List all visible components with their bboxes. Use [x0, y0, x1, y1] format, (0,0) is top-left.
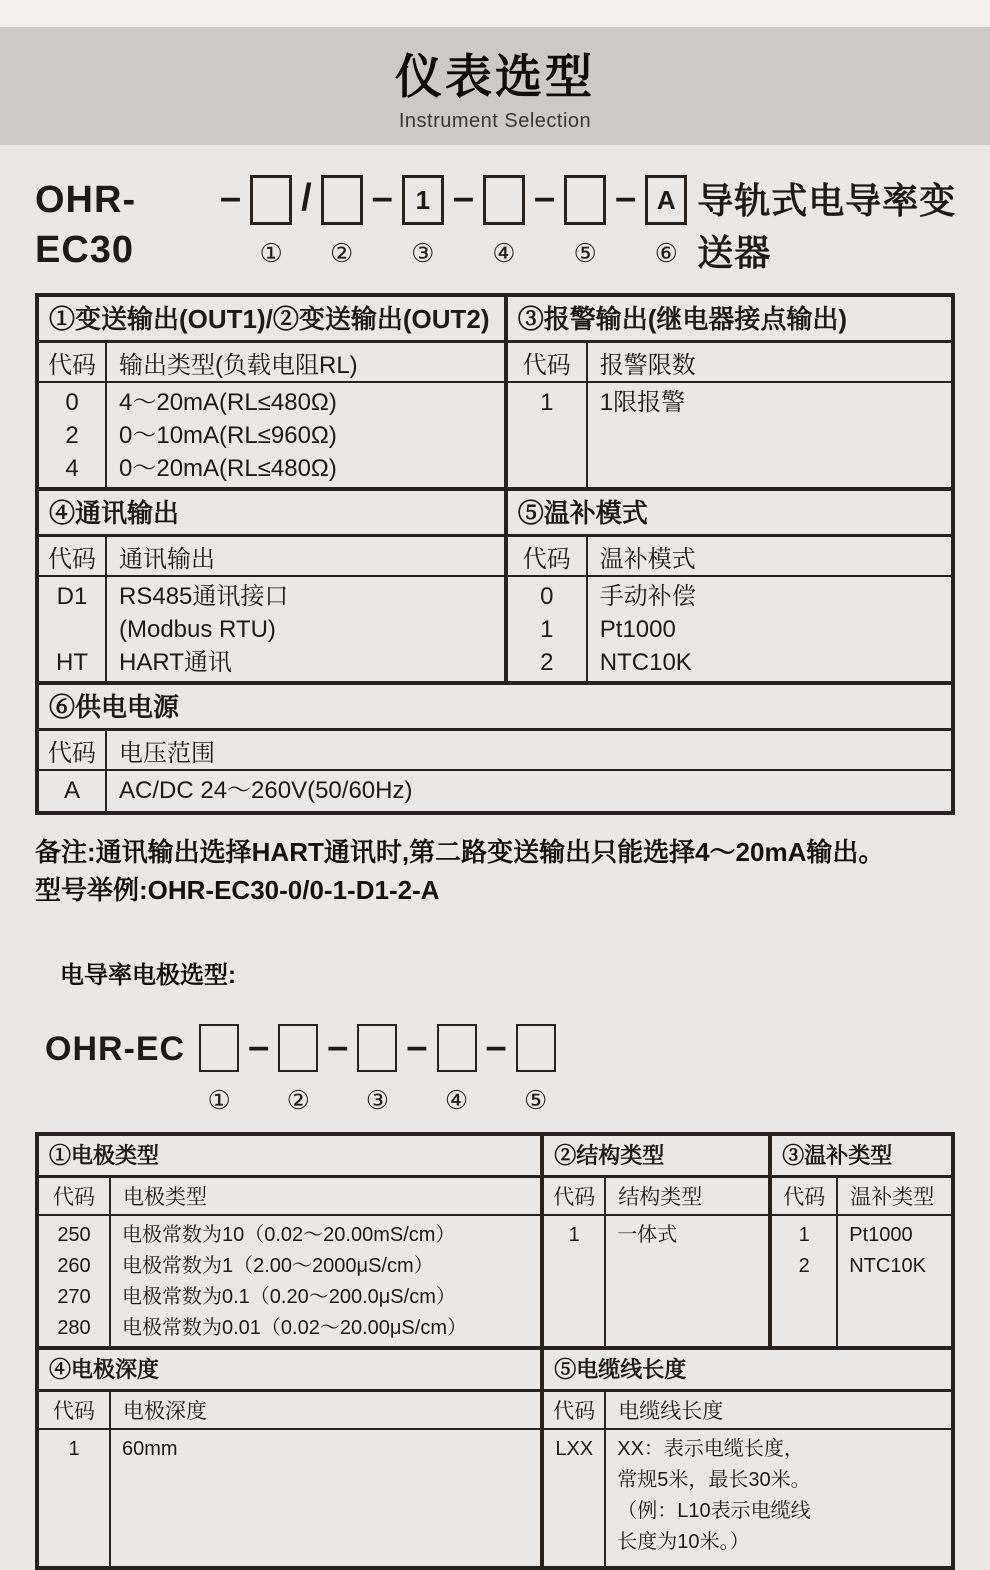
table-cable-length	[544, 1350, 951, 1566]
table-tempcomp-mode	[508, 491, 951, 681]
model1-slot-3	[402, 175, 444, 269]
col-headers-cable	[544, 1392, 951, 1430]
col-header-desc: 温补类型	[850, 1186, 935, 1209]
model1-slot-5	[564, 175, 606, 269]
electrode-selection-table	[35, 1132, 955, 1570]
electrode-section-heading: 电导率电极选型:	[60, 962, 236, 989]
desc-column	[606, 1430, 951, 1566]
table-out1-out2	[39, 297, 508, 487]
col-header-desc: 电缆线长度	[618, 1400, 724, 1423]
row-code: HT	[56, 649, 88, 676]
row-code: 260	[57, 1255, 91, 1277]
col-headers-alarm	[508, 343, 951, 383]
model2-sep-2: –	[327, 1026, 349, 1068]
row-desc: 4～20mA(RL≤480Ω)	[119, 389, 337, 416]
row-code: 2	[798, 1255, 810, 1277]
desc-column	[588, 577, 951, 681]
col-header-desc: 输出类型(负载电阻RL)	[119, 351, 358, 379]
code-column	[39, 1430, 111, 1566]
row-desc: HART通讯	[119, 649, 232, 676]
model2-slot-5	[516, 1024, 556, 1116]
table-body-structure	[544, 1216, 768, 1346]
row-code: 2	[65, 422, 79, 449]
model2-box-1	[199, 1024, 239, 1072]
row-code: A	[63, 777, 80, 804]
desc-column	[107, 383, 504, 487]
code-column	[544, 1216, 606, 1346]
row-desc: 1限报警	[599, 389, 686, 416]
page-subtitle: Instrument Selection	[398, 109, 592, 132]
note-example: 型号举例:OHR-EC30-0/0-1-D1-2-A	[35, 875, 440, 905]
instrument-selection-table	[35, 293, 955, 815]
model1-slot-4	[483, 175, 525, 269]
section-title-type: ①电极类型	[39, 1136, 540, 1178]
table-power	[39, 685, 951, 811]
position-label-2: ②	[330, 238, 354, 268]
model-code-line-1	[35, 175, 990, 279]
row-desc: NTC10K	[599, 649, 692, 676]
table-body-comm	[39, 577, 504, 681]
code-column	[39, 1216, 111, 1346]
col-headers-depth	[39, 1392, 540, 1430]
row-code: 1	[798, 1224, 810, 1246]
table-body-type	[39, 1216, 540, 1346]
model1-box-5	[564, 175, 606, 225]
row-desc: 电极常数为0.1（0.20～200.0μS/cm）	[122, 1286, 456, 1308]
row-desc: Pt1000	[849, 1224, 913, 1246]
position-label-1: ①	[259, 238, 283, 268]
table-comm	[39, 491, 508, 681]
code-column	[39, 383, 107, 487]
table-electrode-depth	[39, 1350, 544, 1566]
section-title-comm: ④通讯输出	[39, 491, 504, 537]
position-label-5: ⑤	[573, 238, 597, 268]
col-header-code: 代码	[544, 1178, 606, 1214]
code-column	[772, 1216, 838, 1346]
col-headers-tempcomp	[772, 1178, 951, 1216]
table-row-comm-temp	[39, 487, 951, 681]
row-code: 1	[540, 616, 554, 643]
model1-slot-6	[645, 175, 687, 269]
table-body-depth	[39, 1430, 540, 1566]
row-code: 1	[540, 389, 554, 416]
model1-box-1	[250, 175, 292, 225]
col-headers-structure	[544, 1178, 768, 1216]
row-desc: 长度为10米。）	[617, 1531, 750, 1553]
position-label-6: ⑥	[654, 238, 678, 268]
code-column	[39, 577, 107, 681]
col-headers-out	[39, 343, 504, 383]
model1-description: 导轨式电导率变送器	[697, 180, 957, 273]
desc-column	[107, 577, 504, 681]
col-header-code: 代码	[508, 537, 588, 575]
code-column	[508, 383, 588, 487]
model2-slot-2	[278, 1024, 318, 1116]
row-desc: 60mm	[122, 1438, 178, 1460]
section-title-cable: ⑤电缆线长度	[544, 1350, 951, 1392]
desc-column	[107, 771, 951, 811]
model2-sep-1: –	[248, 1026, 270, 1068]
row-desc: Pt1000	[599, 616, 676, 643]
col-header-code: 代码	[508, 343, 588, 381]
desc-column	[111, 1430, 540, 1566]
row-code-spacer	[39, 613, 105, 646]
table-row-electrode-bottom	[39, 1346, 951, 1566]
model2-box-3	[357, 1024, 397, 1072]
row-code: 1	[568, 1224, 580, 1246]
model-code-line-2	[45, 1024, 990, 1116]
position-label-5: ⑤	[524, 1085, 548, 1115]
desc-column	[588, 383, 951, 487]
position-label-1: ①	[207, 1085, 231, 1115]
row-code: D1	[56, 583, 88, 610]
row-desc: 0～20mA(RL≤480Ω)	[119, 455, 337, 482]
col-headers-type	[39, 1178, 540, 1216]
desc-column	[111, 1216, 540, 1346]
model2-slot-1	[199, 1024, 239, 1116]
section-title-out: ①变送输出(OUT1)/②变送输出(OUT2)	[39, 297, 504, 343]
col-header-code: 代码	[39, 731, 107, 769]
model1-slot-1	[250, 175, 292, 269]
row-desc: 电极常数为10（0.02～20.00mS/cm）	[122, 1224, 456, 1246]
table-row-outputs	[39, 297, 951, 487]
col-header-desc: 电压范围	[119, 739, 215, 767]
col-headers-temp	[508, 537, 951, 577]
model2-box-4	[437, 1024, 477, 1072]
col-header-desc: 温补模式	[599, 545, 696, 573]
col-header-desc: 结构类型	[618, 1186, 703, 1209]
model2-box-5	[516, 1024, 556, 1072]
position-label-4: ④	[492, 238, 516, 268]
model2-sep-3: –	[406, 1026, 428, 1068]
table-tempcomp-type	[772, 1136, 951, 1346]
table-body-alarm	[508, 383, 951, 487]
code-column	[544, 1430, 606, 1566]
row-code: 250	[57, 1224, 91, 1246]
row-code: 280	[57, 1317, 91, 1339]
row-desc: 电极常数为0.01（0.02～20.00μS/cm）	[122, 1317, 467, 1339]
table-row-electrode-top	[39, 1136, 951, 1346]
row-desc: 常规5米，最长30米。	[617, 1469, 811, 1491]
notes-block	[35, 833, 955, 909]
desc-column	[838, 1216, 951, 1346]
col-header-code: 代码	[39, 1392, 111, 1428]
row-desc: 手动补偿	[599, 583, 696, 610]
note-remark: 备注:通讯输出选择HART通讯时,第二路变送输出只能选择4～20mA输出。	[35, 837, 885, 867]
col-header-code: 代码	[544, 1392, 606, 1428]
desc-column	[606, 1216, 768, 1346]
table-body-power	[39, 771, 951, 811]
model1-sep-2: –	[371, 177, 393, 219]
section-title-structure: ②结构类型	[544, 1136, 768, 1178]
row-code: 270	[57, 1286, 91, 1308]
model2-slot-4	[437, 1024, 477, 1116]
table-row-power	[39, 681, 951, 811]
model2-slot-3	[357, 1024, 397, 1116]
model1-prefix: OHR-EC30	[35, 179, 137, 271]
model1-box-3: 1	[402, 175, 444, 225]
col-header-code: 代码	[39, 343, 107, 381]
model1-box-2	[321, 175, 363, 225]
row-desc: XX：表示电缆长度，	[617, 1438, 804, 1460]
row-code: 0	[540, 583, 554, 610]
row-desc: 一体式	[617, 1224, 678, 1246]
col-header-desc: 通讯输出	[119, 545, 215, 573]
position-label-3: ③	[365, 1085, 390, 1115]
table-structure-type	[544, 1136, 772, 1346]
model2-box-2	[278, 1024, 318, 1072]
model1-box-6: A	[645, 175, 687, 225]
row-desc: 0～10mA(RL≤960Ω)	[119, 422, 337, 449]
col-header-code: 代码	[772, 1178, 838, 1214]
row-desc: AC/DC 24～260V(50/60Hz)	[119, 777, 413, 804]
model1-sep-5: –	[615, 177, 637, 219]
page-banner	[0, 27, 990, 145]
row-desc: （例：L10表示电缆线	[617, 1500, 811, 1522]
model2-prefix: OHR-EC	[45, 1030, 186, 1068]
row-code: 4	[65, 455, 79, 482]
row-code: LXX	[555, 1438, 594, 1460]
model1-sep-3: –	[452, 177, 474, 219]
section-title-power: ⑥供电电源	[39, 685, 951, 731]
model1-sep-1: –	[219, 177, 242, 219]
model1-sep-4: –	[533, 177, 556, 219]
table-body-tempcomp	[772, 1216, 951, 1346]
section-title-temp: ⑤温补模式	[508, 491, 951, 537]
col-header-code: 代码	[39, 1178, 111, 1214]
table-body-temp	[508, 577, 951, 681]
section-title-tempcomp: ③温补类型	[772, 1136, 951, 1178]
col-header-desc: 报警限数	[599, 351, 696, 379]
position-label-2: ②	[286, 1085, 310, 1115]
col-header-desc: 电极类型	[123, 1186, 207, 1209]
model1-slot-2	[321, 175, 363, 269]
model2-sep-4: –	[485, 1026, 507, 1068]
page-title: 仪表选型	[395, 49, 595, 103]
section-title-depth: ④电极深度	[39, 1350, 540, 1392]
col-headers-power	[39, 731, 951, 771]
col-header-desc: 电极深度	[123, 1400, 207, 1423]
row-code: 2	[540, 649, 554, 676]
row-code: 1	[68, 1438, 80, 1460]
row-desc: RS485通讯接口	[119, 583, 289, 610]
position-label-4: ④	[444, 1085, 469, 1115]
code-column	[508, 577, 588, 681]
section-title-alarm: ③报警输出(继电器接点输出)	[508, 297, 951, 343]
model1-box-4	[483, 175, 525, 225]
table-body-cable	[544, 1430, 951, 1566]
model1-slash: /	[301, 177, 312, 219]
table-electrode-type	[39, 1136, 544, 1346]
table-body-out	[39, 383, 504, 487]
code-column	[39, 771, 107, 811]
row-desc: (Modbus RTU)	[119, 616, 276, 643]
row-desc: NTC10K	[849, 1255, 926, 1277]
position-label-3: ③	[411, 238, 435, 268]
row-code: 0	[65, 389, 79, 416]
col-header-code: 代码	[39, 537, 107, 575]
row-desc: 电极常数为1（2.00～2000μS/cm）	[122, 1255, 434, 1277]
top-strip	[0, 0, 990, 27]
col-headers-comm	[39, 537, 504, 577]
table-alarm	[508, 297, 951, 487]
